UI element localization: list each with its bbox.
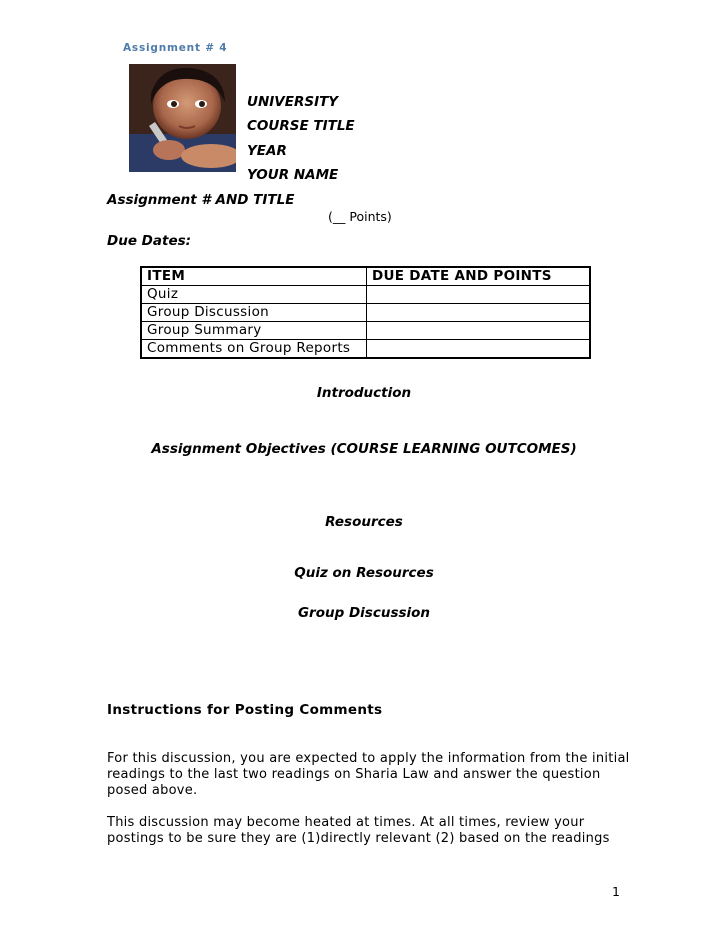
resources-heading: Resources bbox=[325, 514, 403, 530]
table-cell: Quiz bbox=[141, 286, 367, 304]
assignment-title: Assignment # AND TITLE bbox=[107, 192, 295, 208]
table-row bbox=[141, 340, 590, 359]
paragraph-line: readings to the last two readings on Sharia Law and answer the question bbox=[107, 767, 601, 782]
year-label: YEAR bbox=[247, 143, 287, 159]
course-title-label: COURSE TITLE bbox=[247, 118, 355, 134]
paragraph-line: This discussion may become heated at times. At all times, review your bbox=[107, 815, 585, 830]
table-row bbox=[141, 286, 590, 304]
table-cell bbox=[367, 340, 591, 359]
objectives-heading: Assignment Objectives (COURSE LEARNING OUTCOMES) bbox=[151, 441, 577, 457]
group-discussion-heading: Group Discussion bbox=[297, 605, 431, 621]
table-cell bbox=[367, 286, 591, 304]
table-cell bbox=[367, 304, 591, 322]
table-header-cell: ITEM bbox=[141, 267, 367, 286]
table-cell: Group Summary bbox=[141, 322, 367, 340]
table-header-row bbox=[141, 267, 590, 286]
paragraph-line: posed above. bbox=[107, 783, 198, 798]
table-cell: Comments on Group Reports bbox=[141, 340, 367, 359]
university-label: UNIVERSITY bbox=[247, 94, 339, 110]
table-cell bbox=[367, 322, 591, 340]
instructions-paragraph-2 bbox=[107, 815, 610, 847]
table-row bbox=[141, 322, 590, 340]
paragraph-line: For this discussion, you are expected to apply the information from the initial bbox=[107, 751, 630, 766]
student-photo bbox=[129, 64, 236, 172]
table-cell: Group Discussion bbox=[141, 304, 367, 322]
introduction-heading: Introduction bbox=[316, 385, 412, 401]
page-number: 1 bbox=[612, 884, 620, 899]
due-dates-label: Due Dates: bbox=[107, 233, 192, 249]
table-row bbox=[141, 304, 590, 322]
points-placeholder: (__ Points) bbox=[328, 209, 392, 224]
quiz-heading: Quiz on Resources bbox=[294, 565, 434, 581]
instructions-paragraph-1 bbox=[107, 751, 630, 799]
due-dates-table bbox=[140, 266, 591, 359]
paragraph-line: postings to be sure they are (1)directly relevant (2) based on the readings bbox=[107, 831, 610, 846]
instructions-heading: Instructions for Posting Comments bbox=[107, 702, 383, 718]
table-header-cell: DUE DATE AND POINTS bbox=[367, 267, 591, 286]
assignment-header-label: Assignment # 4 bbox=[123, 42, 228, 54]
your-name-label: YOUR NAME bbox=[247, 167, 339, 183]
